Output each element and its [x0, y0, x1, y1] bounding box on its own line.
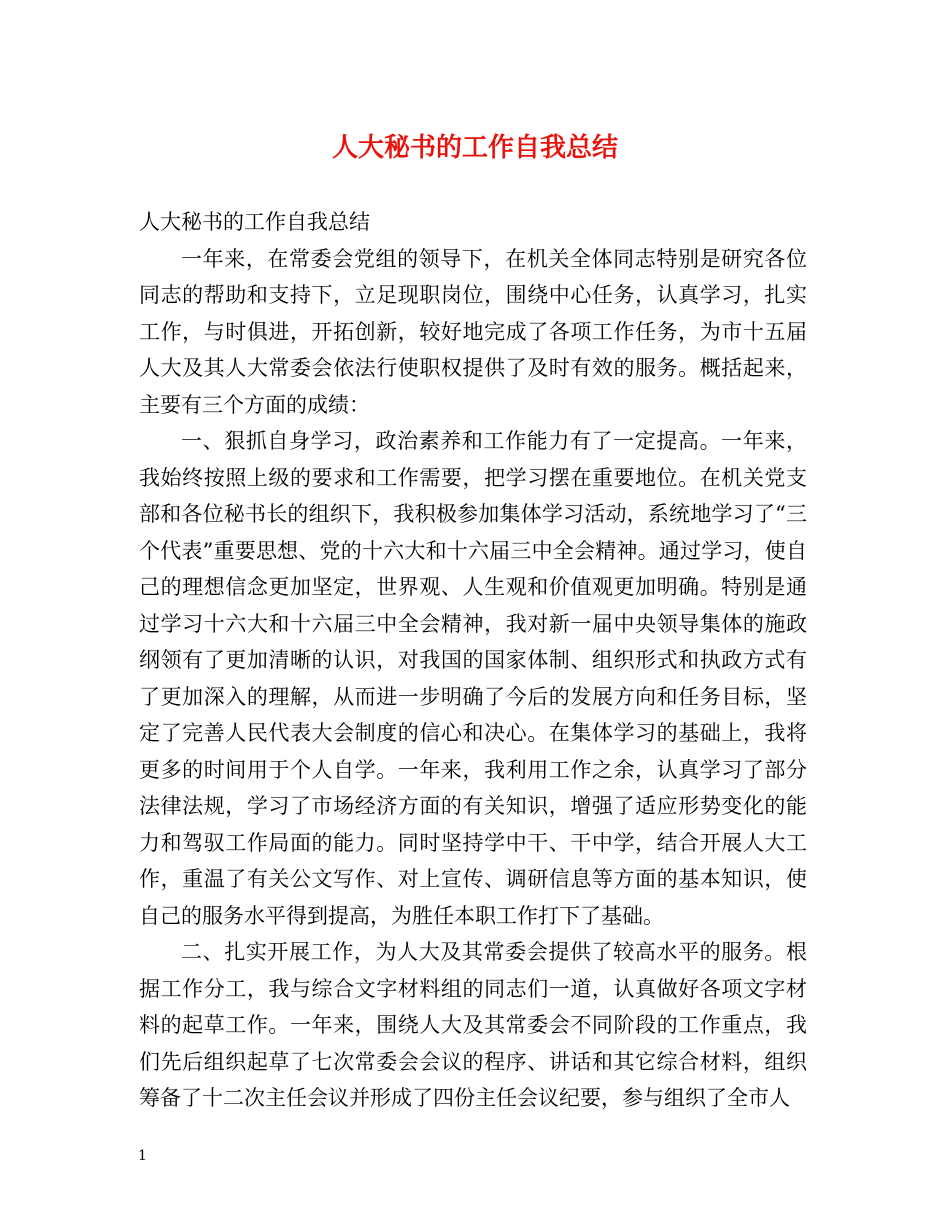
document-title: 人大秘书的工作自我总结 [331, 133, 618, 163]
page-number: 1 [138, 1148, 147, 1164]
paragraph-work: 二、扎实开展工作，为人大及其常委会提供了较高水平的服务。根据工作分工，我与综合文字材料组的同志们一道，认真做好各项文字材料的起草工作。一年来，围绕人大及其常委会不同阶段的工作重点，我们先后组织起草了七次常委会会议的程序、讲话和其它综合材料，组织筹备了十二次主任会议并形成了四份主任会议纪要，参与组织了全市人 [139, 940, 807, 1110]
paragraph-intro: 一年来，在常委会党组的领导下，在机关全体同志特别是研究各位同志的帮助和支持下，立足现职岗位，围绕中心任务，认真学习，扎实工作，与时俱进，开拓创新，较好地完成了各项工作任务，为市十五届人大及其人大常委会依法行使职权提供了及时有效的服务。概括起来，主要有三个方面的成绩： [139, 246, 807, 417]
paragraph-study: 一、狠抓自身学习，政治素养和工作能力有了一定提高。一年来，我始终按照上级的要求和工作需要，把学习摆在重要地位。在机关党支部和各位秘书长的组织下，我积极参加集体学习活动，系统地学习了“三个代表”重要思想、党的十六大和十六届三中全会精神。通过学习，使自己的理想信念更加坚定，世界观、人生观和价值观更加明确。特别是通过学习十六大和十六届三中全会精神，我对新一届中央领导集体的施政纲领有了更加清晰的认识，对我国的国家体制、组织形式和执政方式有了更加深入的理解，从而进一步明确了今后的发展方向和任务目标，坚定了完善人民代表大会制度的信心和决心。在集体学习的基础上，我将更多的时间用于个人自学。一年来，我利用工作之余，认真学习了部分法律法规，学习了市场经济方面的有关知识，增强了适应形势变化的能力和驾驭工作局面的能力。同时坚持学中干、干中学，结合开展人大工作，重温了有关公文写作、对上宣传、调研信息等方面的基本知识，使自己的服务水平得到提高，为胜任本职工作打下了基础。 [139, 429, 807, 928]
document-subtitle: 人大秘书的工作自我总结 [139, 210, 370, 234]
document-body [139, 204, 807, 1117]
